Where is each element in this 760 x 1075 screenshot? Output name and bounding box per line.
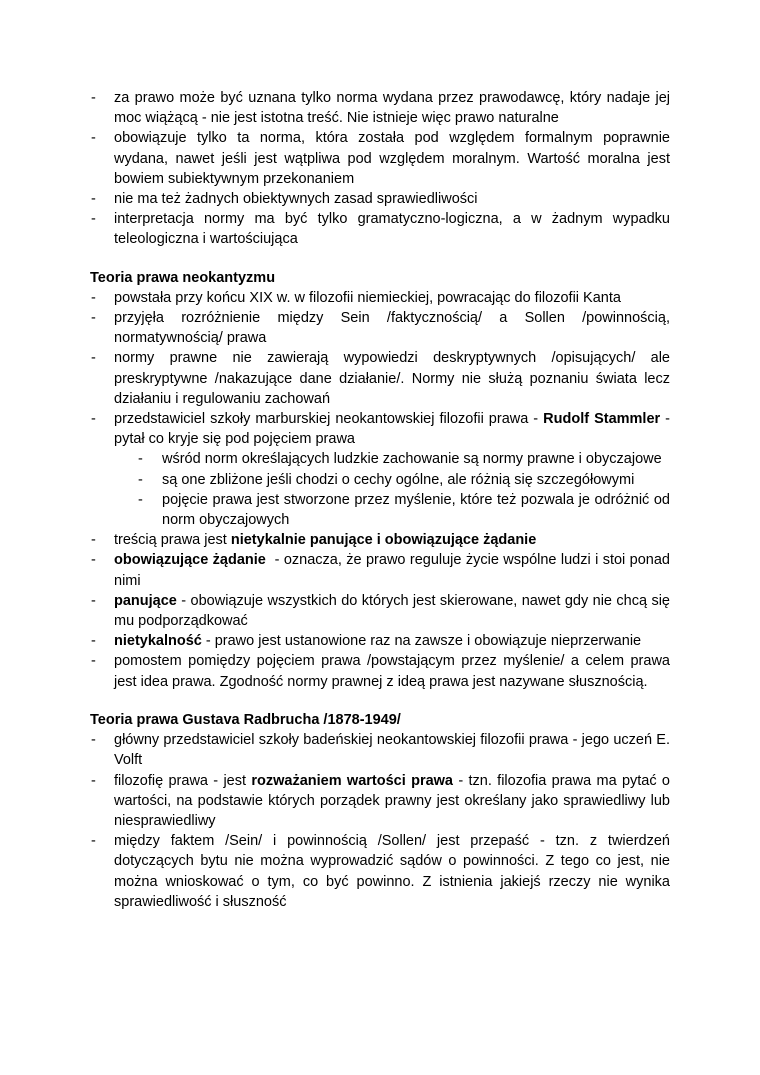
text-run: przedstawiciel szkoły marburskiej neokantowskiej filozofii prawa - xyxy=(114,411,544,428)
list-item xyxy=(90,631,670,651)
list-item: - nie ma też żadnych obiektywnych zasad sprawiedliwości xyxy=(90,189,670,209)
list-item: - za prawo może być uznana tylko norma wydana przez prawodawcę, który nadaje jej moc wiążącą - nie jest istotna treść. Nie istnieje więc prawo naturalne xyxy=(90,88,670,128)
sub-list-item: - są one zbliżone jeśli chodzi o cechy ogólne, ale różnią się szczegółowymi xyxy=(114,470,670,490)
text-run: - prawo jest ustanowione raz na zawsze i obowiązuje nieprzerwanie xyxy=(201,633,642,650)
sub-list-item: - pojęcie prawa jest stworzone przez myślenie, które też pozwala je odróżnić od norm obyczajowych xyxy=(114,490,670,530)
list-item xyxy=(90,409,670,530)
text-run: - obowiązuje wszystkich do których jest skierowane, nawet gdy nie chcą się mu podporządkować xyxy=(114,592,670,630)
list-item: - główny przedstawiciel szkoły badeńskiej neokantowskiej filozofii prawa - jego uczeń E. Volft xyxy=(90,730,670,770)
list-item: - obowiązuje tylko ta norma, która została pod względem formalnym poprawnie wydana, nawet jeśli jest wątpliwa pod względem moralnym. Wartość moralna jest bowiem subiektywnym przekonaniem xyxy=(90,128,670,189)
bold-text: Rudolf Stammler xyxy=(543,411,661,428)
list-item: - między faktem /Sein/ i powinnością /Sollen/ jest przepaść - tzn. z twierdzeń dotyczących bytu nie można wyprowadzić sądów o powinności. Z tego co jest, nie można wnioskować o tym, co być powinno. Z istnienia jakiejś rzeczy nie wynika sprawiedliwość i słuszność xyxy=(90,831,670,912)
list-item xyxy=(90,530,670,550)
list-item: - pomostem pomiędzy pojęciem prawa /powstającym przez myślenie/ a celem prawa jest idea prawa. Zgodność normy prawnej z ideą prawa jest nazywane słusznością. xyxy=(90,651,670,691)
bold-text: nietykalność xyxy=(114,633,202,650)
text-run: treścią prawa jest xyxy=(114,532,231,549)
sub-list-item: - wśród norm określających ludzkie zachowanie są normy prawne i obyczajowe xyxy=(114,449,670,469)
list-item: - przyjęła rozróżnienie między Sein /faktycznością/ a Sollen /powinnością, normatywnością/ prawa xyxy=(90,308,670,348)
bullet-list-neokantianism xyxy=(90,288,675,692)
section-heading-radbruch: Teoria prawa Gustava Radbrucha /1878-1949/ xyxy=(90,711,401,728)
text-run: filozofię prawa - jest xyxy=(114,772,252,789)
bold-text: nietykalnie panujące i obowiązujące żądanie xyxy=(230,532,537,549)
list-item: - powstała przy końcu XIX w. w filozofii niemieckiej, powracając do filozofii Kanta xyxy=(90,288,670,308)
text-run: - oznacza, że prawo reguluje życie wspólne ludzi i stoi ponad nimi xyxy=(114,552,675,589)
list-item: - normy prawne nie zawierają wypowiedzi deskryptywnych /opisujących/ ale preskryptywne /nakazujące dane działanie/. Normy nie służą poznaniu świata lecz działaniu i regulowaniu zachowań xyxy=(90,348,670,409)
bullet-list-radbruch xyxy=(90,730,670,912)
list-item: - interpretacja normy ma być tylko gramatyczno-logiczna, a w żadnym wypadku teleologiczna i wartościująca xyxy=(90,209,670,249)
sub-bullet-list xyxy=(114,449,670,530)
list-item xyxy=(90,591,670,631)
bold-text: panujące xyxy=(114,592,177,609)
bullet-list-positivism xyxy=(90,88,670,250)
document-body xyxy=(90,88,675,912)
section-heading-neokantianism: Teoria prawa neokantyzmu xyxy=(90,269,276,286)
text-run: - tzn. filozofia prawa ma pytać o wartości, na podstawie których porządek prawny jest określany jako sprawiedliwy lub niesprawiedliwy xyxy=(114,772,670,829)
bold-text: obowiązujące żądanie xyxy=(114,552,266,569)
list-item xyxy=(90,550,675,590)
text-run: - pytał co kryje się pod pojęciem prawa xyxy=(114,411,670,448)
list-item xyxy=(90,771,670,832)
bold-text: rozważaniem wartości prawa xyxy=(251,772,453,789)
